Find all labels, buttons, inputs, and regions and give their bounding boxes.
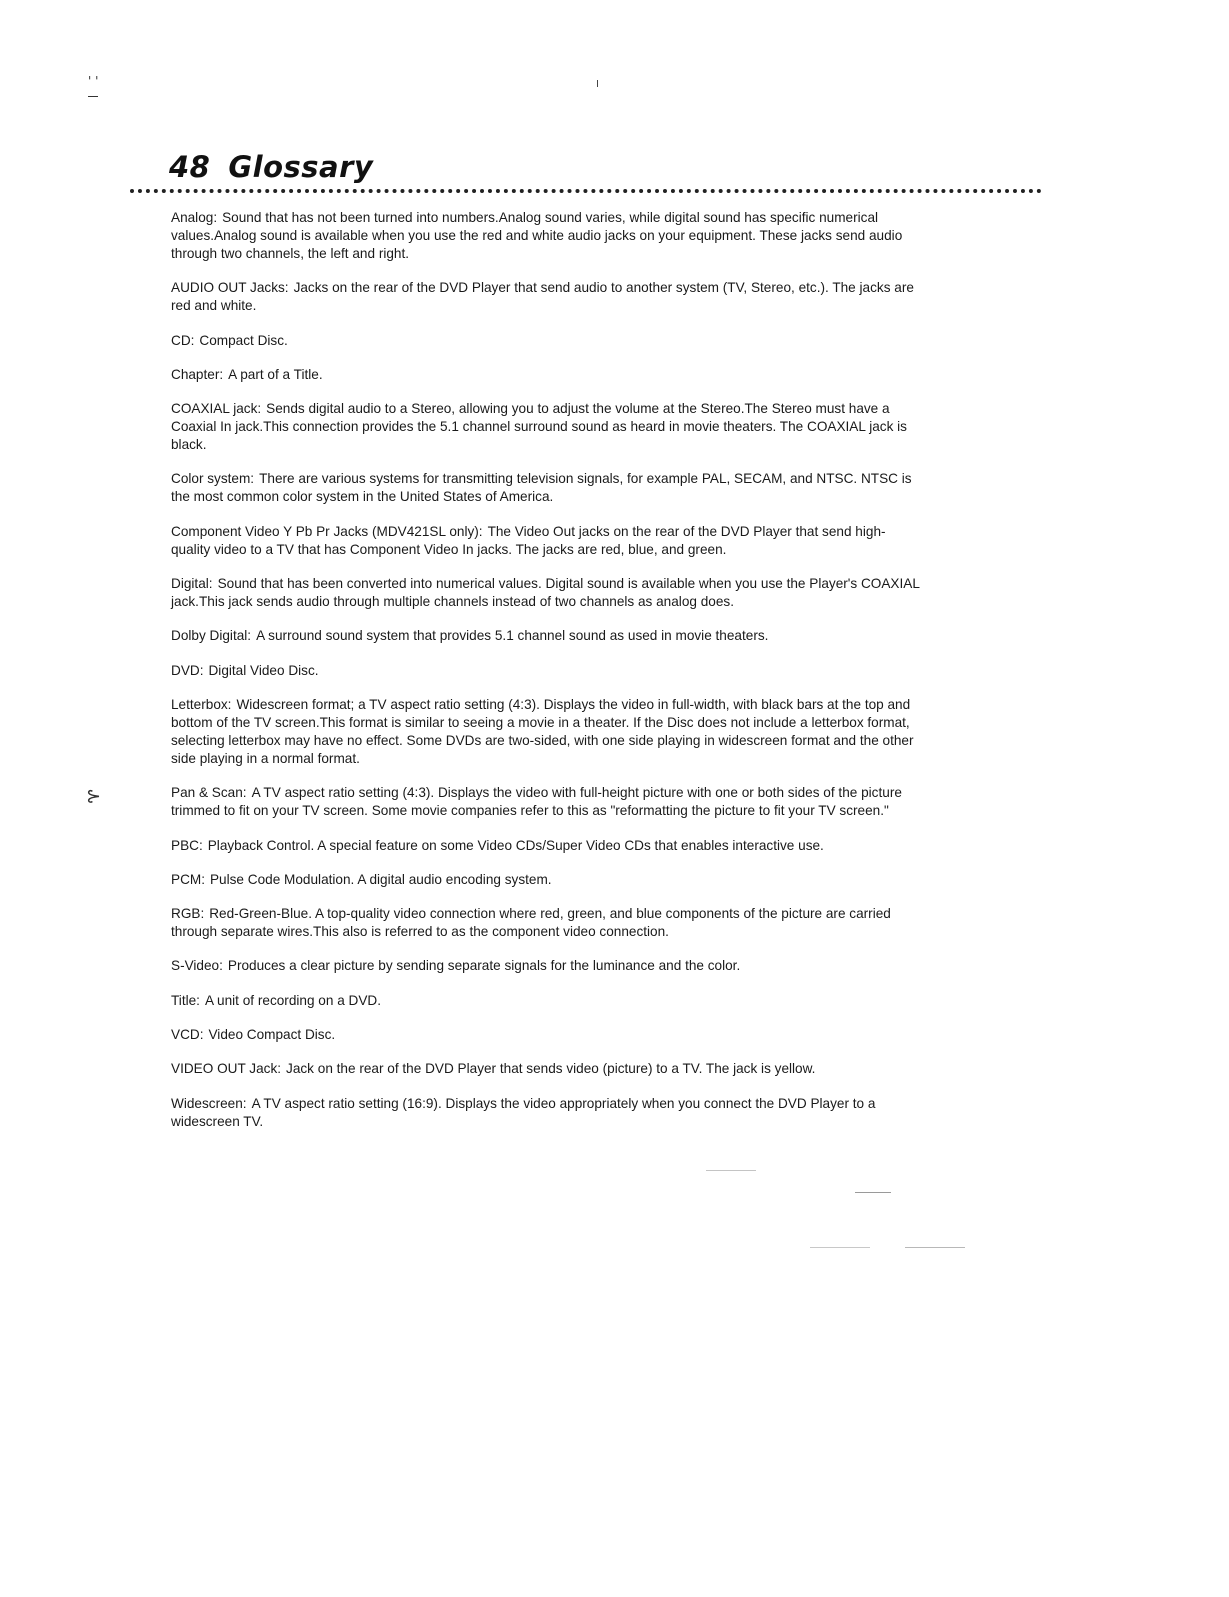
glossary-entry [171,837,921,855]
glossary-entry [171,662,921,680]
glossary-list [171,209,921,1147]
glossary-term: Component Video Y Pb Pr Jacks (MDV421SL only): [171,523,483,539]
glossary-entry [171,470,921,506]
page-title: Glossary [228,150,374,184]
glossary-definition: A TV aspect ratio setting (4:3). Displays the video with full-height picture with one or both sides of the picture trimmed to fit on your TV screen. Some movie companies refer to this as "reformatting the picture to fit your TV screen." [171,785,902,819]
glossary-term: Color system: [171,471,255,487]
glossary-entry [171,871,921,889]
scan-speck [855,1192,891,1193]
glossary-entry [171,400,921,454]
glossary-entry [171,366,921,384]
glossary-term: COAXIAL jack: [171,401,262,417]
glossary-definition: Sends digital audio to a Stereo, allowing you to adjust the volume at the Stereo.The Stereo must have a Coaxial In jack.This connection provides the 5.1 channel surround sound as heard in movie theaters. The COAXIAL jack is black. [171,401,907,453]
glossary-entry [171,905,921,941]
glossary-term: Dolby Digital: [171,628,252,644]
header-divider [130,189,1042,193]
glossary-definition: Pulse Code Modulation. A digital audio encoding system. [209,871,552,887]
glossary-definition: Widescreen format; a TV aspect ratio setting (4:3). Displays the video in full-width, with black bars at the top and bottom of the TV screen.This format is similar to seeing a movie in a theater. If the Disc does not include a letterbox format, selecting letterbox may have no effect. Some DVDs are two-sided, with one side playing in widescreen format and the other side playing in a normal format. [171,696,914,766]
page-number: 48 [169,150,211,184]
scan-speck [905,1247,965,1248]
glossary-term: VCD: [171,1027,204,1043]
glossary-term: VIDEO OUT Jack: [171,1061,282,1077]
glossary-term: AUDIO OUT Jacks: [171,280,289,296]
glossary-definition: Compact Disc. [199,332,288,348]
glossary-term: Pan & Scan: [171,785,247,801]
glossary-entry [171,523,921,559]
glossary-term: Digital: [171,576,213,592]
registration-tick [597,80,598,87]
glossary-term: PBC: [171,837,203,853]
glossary-term: RGB: [171,906,205,922]
glossary-entry [171,957,921,975]
glossary-definition: Jacks on the rear of the DVD Player that send audio to another system (TV, Stereo, etc.). The jacks are red and white. [171,280,914,314]
glossary-term: Letterbox: [171,696,232,712]
scan-speck [706,1170,756,1171]
glossary-term: Title: [171,992,200,1008]
glossary-term: PCM: [171,871,205,887]
glossary-term: Analog: [171,210,218,225]
glossary-entry [171,784,921,820]
glossary-entry [171,575,921,611]
registration-mark: ' ' [88,76,98,97]
glossary-definition: Digital Video Disc. [208,662,319,678]
glossary-term: Chapter: [171,366,224,382]
glossary-definition: Sound that has not been turned into numbers.Analog sound varies, while digital sound has specific numerical values.Analog sound is available when you use the red and white audio jacks on your equipment. These jacks send audio through two channels, the left and right. [171,210,903,261]
glossary-definition: A TV aspect ratio setting (16:9). Displays the video appropriately when you connect the DVD Player to a widescreen TV. [171,1095,876,1129]
glossary-definition: There are various systems for transmitting television signals, for example PAL, SECAM, and NTSC. NTSC is the most common color system in the United States of America. [171,471,912,505]
glossary-definition: Jack on the rear of the DVD Player that sends video (picture) to a TV. The jack is yellow. [286,1061,816,1077]
page-header [169,150,373,184]
glossary-entry [171,627,921,645]
glossary-definition: Playback Control. A special feature on some Video CDs/Super Video CDs that enables interactive use. [207,837,824,853]
glossary-definition: Video Compact Disc. [208,1027,336,1043]
glossary-definition: A part of a Title. [228,366,323,382]
glossary-entry [171,279,921,315]
glossary-entry [171,332,921,350]
glossary-term: CD: [171,332,195,348]
crop-mark: ⊱ [86,786,102,807]
glossary-definition: A surround sound system that provides 5.1 channel sound as used in movie theaters. [256,628,769,644]
glossary-entry [171,696,921,768]
glossary-definition: Sound that has been converted into numerical values. Digital sound is available when you use the Player's COAXIAL jack.This jack sends audio through multiple channels instead of two channels as analog does. [171,576,920,610]
glossary-entry [171,1060,921,1078]
glossary-entry [171,1095,921,1131]
glossary-term: Widescreen: [171,1095,247,1111]
glossary-definition: Red-Green-Blue. A top-quality video connection where red, green, and blue components of the picture are carried through separate wires.This also is referred to as the component video connection. [171,906,891,940]
scan-speck [810,1247,870,1248]
glossary-term: DVD: [171,662,204,678]
glossary-term: S-Video: [171,958,223,974]
glossary-definition: The Video Out jacks on the rear of the DVD Player that send high-quality video to a TV that has Component Video In jacks. The jacks are red, blue, and green. [171,523,886,557]
glossary-entry [171,209,921,263]
glossary-definition: A unit of recording on a DVD. [204,992,382,1008]
glossary-entry [171,1026,921,1044]
glossary-definition: Produces a clear picture by sending separate signals for the luminance and the color. [227,958,741,974]
glossary-entry [171,992,921,1010]
